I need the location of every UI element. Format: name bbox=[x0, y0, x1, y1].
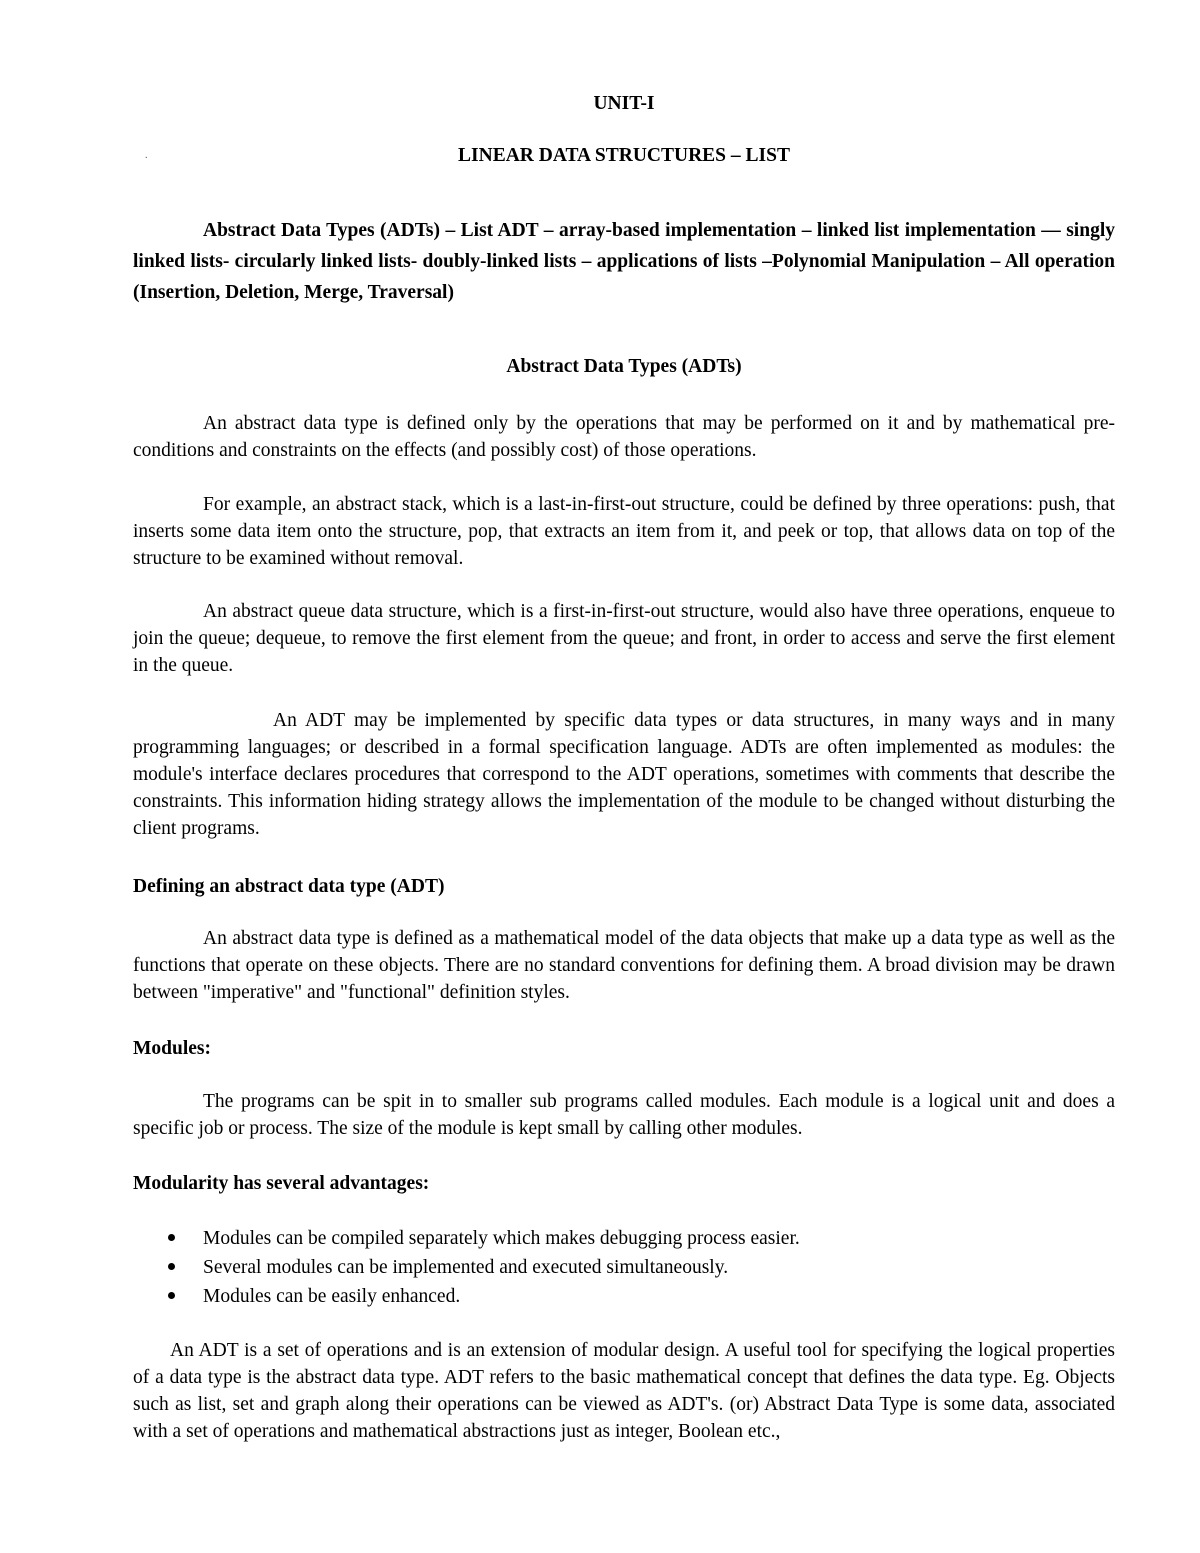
section-title-adts: Abstract Data Types (ADTs) bbox=[506, 356, 742, 377]
syllabus-paragraph: Abstract Data Types (ADTs) – List ADT – array-based implementation – linked list implementation –– singly linked lists- circularly linked lists- doubly-linked lists – applications of lists –Polynomial Manipulation – All operation (Insertion, Deletion, Merge, Traversal) bbox=[133, 220, 1115, 303]
paragraph-modules: The programs can be spit in to smaller sub programs called modules. Each module is a logical unit and does a specific job or process. The size of the module is kept small by calling other modules. bbox=[133, 1091, 1115, 1139]
bullet-icon bbox=[168, 1234, 175, 1241]
paragraph-adt-extension: An ADT is a set of operations and is an extension of modular design. A useful tool for specifying the logical properties of a data type is the abstract data type. ADT refers to the basic mathematical concept that defines the data type. Eg. Objects such as list, set and graph along their operations can be viewed as ADT's. (or) Abstract Data Type is some data, associated with a set of operations and mathematical abstractions just as integer, Boolean etc., bbox=[133, 1340, 1115, 1442]
document-title: LINEAR DATA STRUCTURES – LIST bbox=[458, 145, 790, 166]
list-item bbox=[133, 1253, 1115, 1282]
stray-dot-mark: . bbox=[145, 150, 148, 161]
bullet-icon bbox=[168, 1292, 175, 1299]
unit-heading: UNIT-I bbox=[593, 93, 655, 114]
advantages-list bbox=[133, 1224, 1115, 1311]
paragraph-adt-implementation: An ADT may be implemented by specific data types or data structures, in many ways and in many programming languages; or described in a formal specification language. ADTs are often implemented as modules: the module's interface declares procedures that correspond to the ADT operations, sometimes with comments that describe the constraints. This information hiding strategy allows the implementation of the module to be changed without disturbing the client programs. bbox=[133, 710, 1115, 839]
list-item-text: Modules can be easily enhanced. bbox=[203, 1286, 461, 1307]
paragraph-queue-example: An abstract queue data structure, which is a first-in-first-out structure, would also have three operations, enqueue to join the queue; dequeue, to remove the first element from the queue; and front, in order to access and serve the first element in the queue. bbox=[133, 601, 1115, 676]
list-item-text: Several modules can be implemented and executed simultaneously. bbox=[203, 1257, 729, 1278]
list-item bbox=[133, 1282, 1115, 1311]
heading-modularity: Modularity has several advantages: bbox=[133, 1173, 430, 1194]
paragraph-stack-example: For example, an abstract stack, which is a last-in-first-out structure, could be defined by three operations: push, that inserts some data item onto the structure, pop, that extracts an item from it, and peek or top, that allows data on top of the structure to be examined without removal. bbox=[133, 494, 1115, 569]
paragraph-adt-definition: An abstract data type is defined only by the operations that may be performed on it and by mathematical pre-conditions and constraints on the effects (and possibly cost) of those operations. bbox=[133, 413, 1115, 461]
bullet-icon bbox=[168, 1263, 175, 1270]
heading-modules: Modules: bbox=[133, 1038, 211, 1059]
list-item-text: Modules can be compiled separately which makes debugging process easier. bbox=[203, 1228, 800, 1249]
paragraph-adt-model: An abstract data type is defined as a mathematical model of the data objects that make up a data type as well as the functions that operate on these objects. There are no standard conventions for defining them. A broad division may be drawn between "imperative" and "functional" definition styles. bbox=[133, 928, 1115, 1003]
heading-defining-adt: Defining an abstract data type (ADT) bbox=[133, 876, 445, 897]
list-item bbox=[133, 1224, 1115, 1253]
